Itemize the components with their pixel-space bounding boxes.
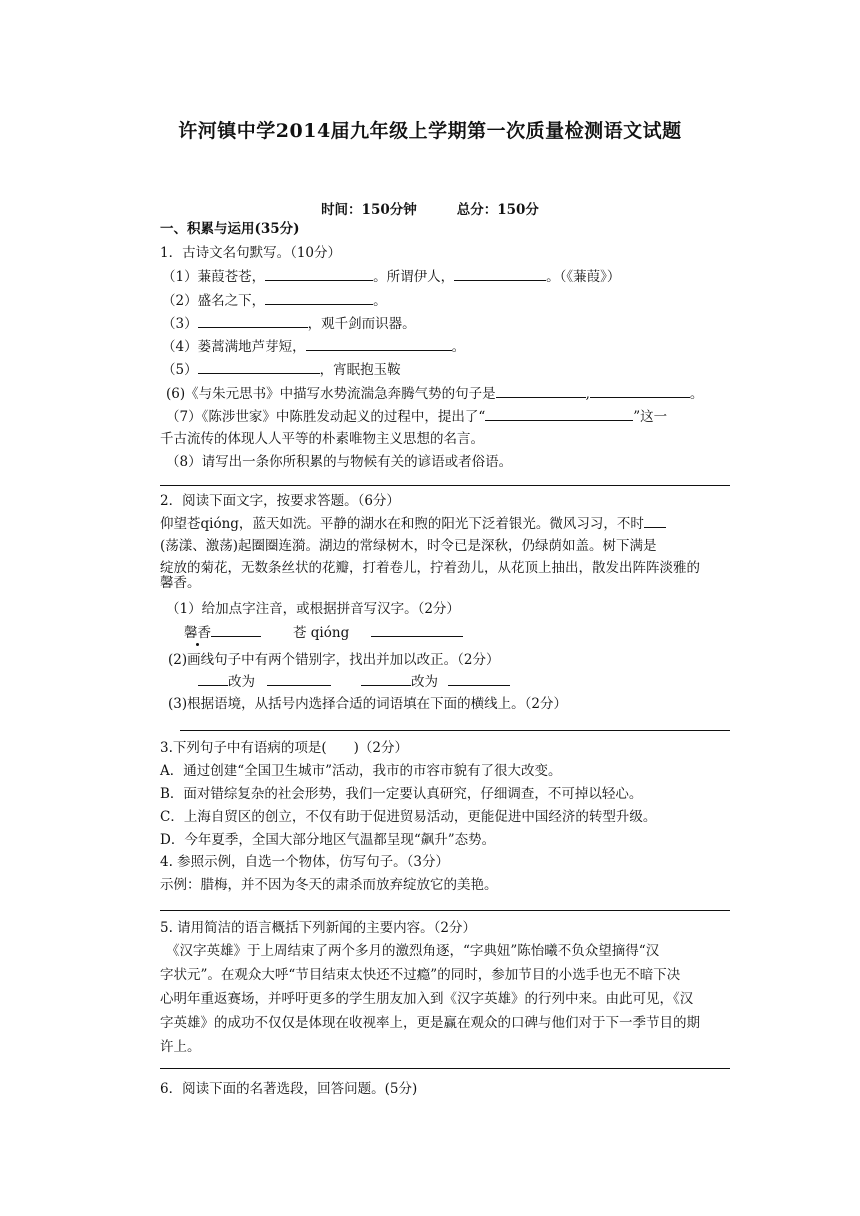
- q2-sub-1-answers: [184, 622, 463, 643]
- q2-sub-2-answers: [198, 671, 510, 692]
- q3-option-c[interactable]: C．上海自贸区的创立，不仅有助于促进贸易活动，更能促进中国经济的转型升级。: [160, 809, 657, 825]
- q1-item-5: [162, 359, 401, 380]
- answer-blank[interactable]: [361, 671, 411, 686]
- q1-item-1-text-a: （1）蒹葭苍苍，: [162, 269, 266, 285]
- q5-heading: 5. 请用简洁的语言概括下列新闻的主要内容。（2分）: [160, 920, 477, 936]
- answer-blank[interactable]: [496, 383, 586, 398]
- q1-item-5-text-a: （5）: [162, 362, 198, 378]
- q3-option-b[interactable]: B．面对错综复杂的社会形势，我们一定要认真研究，仔细调查，不可掉以轻心。: [160, 786, 643, 802]
- answer-blank[interactable]: [198, 671, 228, 686]
- q2-heading: 2．阅读下面文字，按要求答题。（6分）: [160, 493, 400, 509]
- q2-sub-2-label-a: 改为: [228, 674, 255, 690]
- answer-blank[interactable]: [485, 406, 633, 421]
- page-title: 许河镇中学2014届九年级上学期第一次质量检测语文试题: [178, 120, 682, 142]
- q1-item-1-text-b: 。所谓伊人，: [373, 269, 455, 285]
- q2-passage-line-3: 绽放的菊花，无数条丝状的花瓣，打着卷儿，拧着劲儿，从花顶上抽出，散发出阵阵淡雅的: [160, 560, 700, 576]
- q1-item-8: （8）请写出一条你所积累的与物候有关的谚语或者俗语。: [166, 454, 513, 470]
- q2-sub-2-label-b: 改为: [411, 674, 438, 690]
- q1-item-6: [166, 383, 703, 404]
- q1-item-2-text-b: 。: [373, 293, 387, 309]
- answer-line[interactable]: [180, 730, 730, 731]
- q1-item-4: [162, 336, 465, 357]
- answer-blank[interactable]: [211, 622, 261, 637]
- q2-passage-line-2: (荡漾、激荡)起圈圈连漪。湖边的常绿树木，时令已是深秋，仍绿荫如盖。树下满是: [160, 538, 657, 554]
- section-heading: 一、积累与运用(35分): [160, 221, 300, 237]
- answer-line[interactable]: [160, 1068, 730, 1069]
- q1-item-3-text-a: （3）: [162, 316, 198, 332]
- answer-line[interactable]: [160, 910, 730, 911]
- q5-news-line-3: 心明年重返赛场，并呼吁更多的学生朋友加入到《汉字英雄》的行列中来。由此可见，《汉: [160, 991, 694, 1007]
- q1-item-7-text-b: ”这一: [633, 409, 668, 425]
- q3-option-a[interactable]: A．通过创建“全国卫生城市”活动，我市的市容市貌有了很大改变。: [160, 763, 562, 779]
- q1-item-3: [162, 313, 416, 334]
- q2-passage-text-1: 仰望苍qióng，蓝天如洗。平静的湖水在和煦的阳光下泛着银光。微风习习，不时: [160, 516, 644, 532]
- answer-blank[interactable]: [590, 383, 690, 398]
- q6-heading: 6．阅读下面的名著选段，回答问题。(5分): [160, 1081, 418, 1097]
- q3-heading: 3.下列句子中有语病的项是( )（2分）: [160, 740, 409, 756]
- answer-blank[interactable]: [306, 336, 452, 351]
- score-label: 总分：150分: [456, 202, 539, 218]
- q1-item-6-text-c: 。: [689, 386, 704, 402]
- answer-blank[interactable]: [454, 266, 546, 281]
- q1-item-3-text-b: ，观千剑而识器。: [307, 316, 416, 332]
- q2-sub-1-word: 馨香: [184, 625, 211, 641]
- q1-heading: 1．古诗文名句默写。（10分）: [160, 245, 342, 261]
- q4-heading: 4. 参照示例，自选一个物体，仿写句子。（3分）: [160, 854, 450, 870]
- q1-item-6-text-a: (6)《与朱元思书》中描写水势流湍急奔腾气势的句子是: [166, 386, 496, 402]
- q1-item-7-cont: 千古流传的体现人人平等的朴素唯物主义思想的名言。: [160, 431, 484, 447]
- q1-item-2-text-a: （2）盛名之下，: [162, 293, 266, 309]
- answer-blank[interactable]: [198, 313, 308, 328]
- q1-item-4-text-b: 。: [451, 339, 466, 355]
- answer-blank[interactable]: [448, 671, 510, 686]
- answer-line[interactable]: [160, 485, 730, 486]
- q1-item-1: [162, 266, 620, 287]
- q1-item-6-text-b: ,: [585, 386, 590, 402]
- q5-news-line-5: 许上。: [160, 1039, 201, 1055]
- q5-news-line-1: 《汉字英雄》于上周结束了两个多月的激烈角逐，“字典妞”陈怡曦不负众望摘得“汉: [166, 943, 660, 959]
- time-label: 时间：150分钟: [321, 202, 417, 218]
- q5-news-line-4: 字英雄》的成功不仅仅是体现在收视率上，更是赢在观众的口碑与他们对于下一季节目的期: [160, 1015, 700, 1031]
- answer-blank[interactable]: [198, 359, 320, 374]
- answer-blank[interactable]: [265, 290, 373, 305]
- q2-passage-line-4: 馨香。: [160, 575, 201, 591]
- q1-item-7-text-a: （7）《陈涉世家》中陈胜发动起义的过程中，提出了“: [166, 409, 486, 425]
- answer-blank[interactable]: [267, 671, 331, 686]
- q1-item-5-text-b: ，宵眠抱玉鞍: [319, 362, 401, 378]
- q2-passage-line-1: [160, 513, 666, 534]
- answer-blank[interactable]: [371, 622, 463, 637]
- answer-blank[interactable]: [265, 266, 373, 281]
- q1-item-7: [166, 406, 667, 427]
- q2-sub-2: (2)画线句子中有两个错别字，找出并加以改正。（2分）: [168, 652, 500, 668]
- answer-blank[interactable]: [644, 513, 666, 528]
- q2-sub-1-pinyin: 苍 qióng: [293, 625, 350, 641]
- q3-option-d[interactable]: D．今年夏季，全国大部分地区气温都呈现“飙升”态势。: [160, 832, 496, 848]
- q1-item-1-text-c: 。（《蒹葭》）: [546, 269, 621, 285]
- q1-item-2: [162, 290, 387, 311]
- exam-info: [0, 198, 860, 218]
- q4-example: 示例：腊梅，并不因为冬天的肃杀而放弃绽放它的美艳。: [160, 877, 498, 893]
- q2-sub-3: (3)根据语境，从括号内选择合适的词语填在下面的横线上。（2分）: [168, 696, 567, 712]
- q1-item-4-text-a: （4）蒌蒿满地芦芽短，: [162, 339, 306, 355]
- q2-sub-1: （1）给加点字注音，或根据拼音写汉字。（2分）: [166, 601, 460, 617]
- q5-news-line-2: 字状元”。在观众大呼“节目结束太快还不过瘾”的同时，参加节目的小选手也无不暗下决: [160, 967, 681, 983]
